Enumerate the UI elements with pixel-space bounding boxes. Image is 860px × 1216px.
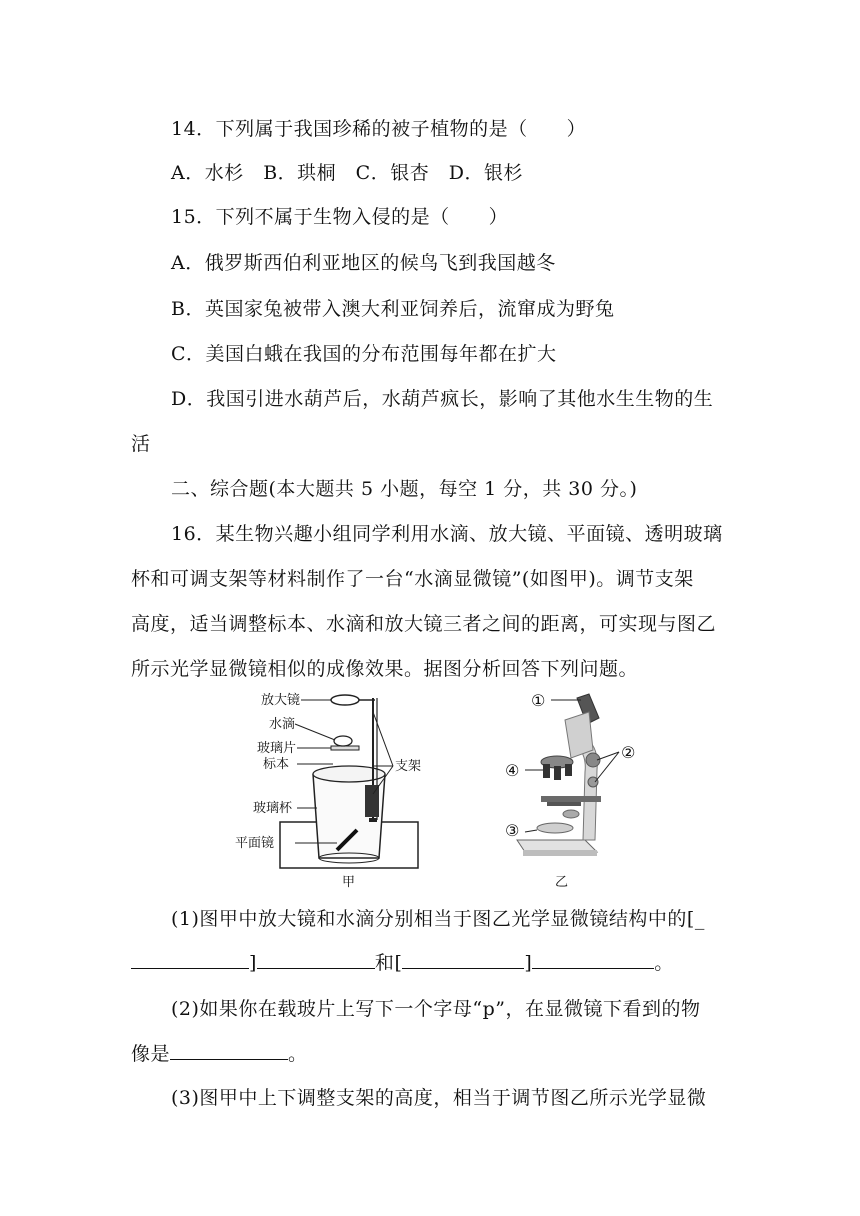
- bracket-open-2: [: [394, 952, 403, 974]
- sub2-end-mark: 。: [288, 1043, 308, 1065]
- and-word: 和: [374, 952, 395, 974]
- q16-sub3-line-1: (3)图甲中上下调整支架的高度，相当于调节图乙所示光学显微: [171, 1087, 707, 1109]
- label-n4: ④: [505, 761, 520, 780]
- label-stand: 支架: [395, 759, 422, 774]
- q16-sub1-line-2: [131, 950, 674, 976]
- q15-stem: 15．下列不属于生物入侵的是（ ）: [171, 206, 509, 228]
- microscope-figure: [225, 690, 705, 900]
- q16-intro-line-1: 16．某生物兴趣小组同学利用水滴、放大镜、平面镜、透明玻璃: [171, 523, 723, 545]
- stand-clamp: [365, 785, 379, 817]
- label-n2: ②: [621, 743, 636, 762]
- objective-lens: [565, 764, 572, 776]
- water-drop-shape: [334, 736, 352, 746]
- answer-blank-1a[interactable]: [131, 950, 249, 969]
- microscope-mirror: [537, 823, 573, 833]
- label-water-drop: 水滴: [269, 717, 296, 732]
- q15-option-a: A．俄罗斯西伯利亚地区的候鸟飞到我国越冬: [171, 252, 556, 274]
- magnifier-shape: [331, 695, 359, 705]
- section-2-heading: 二、综合题(本大题共 5 小题，每空 1 分，共 30 分。): [171, 478, 638, 500]
- q16-sub1-blank-start: _: [694, 908, 705, 930]
- q14-options: A．水杉 B．珙桐 C．银杏 D．银杉: [171, 162, 523, 184]
- figure-yi: [505, 691, 635, 890]
- q16-sub1-line-1: [171, 906, 705, 932]
- q16-sub2-line-1: (2)如果你在载玻片上写下一个字母“p”，在显微镜下看到的物: [171, 998, 701, 1020]
- label-magnifier: 放大镜: [261, 693, 301, 708]
- label-plane-mirror: 平面镜: [235, 836, 275, 851]
- sub1-end-mark: 。: [654, 952, 674, 974]
- q15-option-b: B．英国家兔被带入澳大利亚饲养后，流窜成为野兔: [171, 298, 615, 320]
- caption-jia: 甲: [342, 875, 356, 890]
- bracket-close-1: ]: [249, 952, 257, 974]
- q14-stem: 14．下列属于我国珍稀的被子植物的是（ ）: [171, 118, 587, 140]
- bracket-close-2: ]: [524, 952, 533, 974]
- q16-sub2-line-2: [131, 1041, 308, 1067]
- q16-intro-line-3: 高度，适当调整标本、水滴和放大镜三者之间的距离，可实现与图乙: [131, 613, 717, 635]
- microscope-stage: [541, 796, 601, 802]
- caption-yi: 乙: [555, 875, 569, 890]
- answer-blank-1c[interactable]: [402, 950, 524, 969]
- q16-intro-line-2: 杯和可调支架等材料制作了一台“水滴显微镜”(如图甲)。调节支架: [131, 568, 694, 590]
- label-n1: ①: [531, 691, 546, 710]
- label-glass-slide: 玻璃片: [257, 741, 297, 756]
- figure-jia: [235, 692, 421, 890]
- q16-intro-line-4: 所示光学显微镜相似的成像效果。据图分析回答下列问题。: [131, 658, 639, 680]
- answer-blank-2[interactable]: [170, 1041, 288, 1060]
- q15-option-d: D．我国引进水葫芦后，水葫芦疯长，影响了其他水生生物的生: [171, 388, 714, 410]
- q16-sub2-text: 像是: [131, 1043, 171, 1065]
- q16-sub1-text: (1)图甲中放大镜和水滴分别相当于图乙光学显微镜结构中的[: [171, 908, 695, 930]
- q15-option-c: C．美国白蛾在我国的分布范围每年都在扩大: [171, 343, 557, 365]
- answer-blank-1b[interactable]: [257, 950, 375, 969]
- label-n3: ③: [505, 821, 520, 840]
- q15-option-d-continued: 活: [131, 433, 151, 455]
- label-glass-cup: 玻璃杯: [253, 801, 293, 816]
- answer-blank-1d[interactable]: [532, 950, 654, 969]
- label-specimen: 标本: [263, 757, 290, 772]
